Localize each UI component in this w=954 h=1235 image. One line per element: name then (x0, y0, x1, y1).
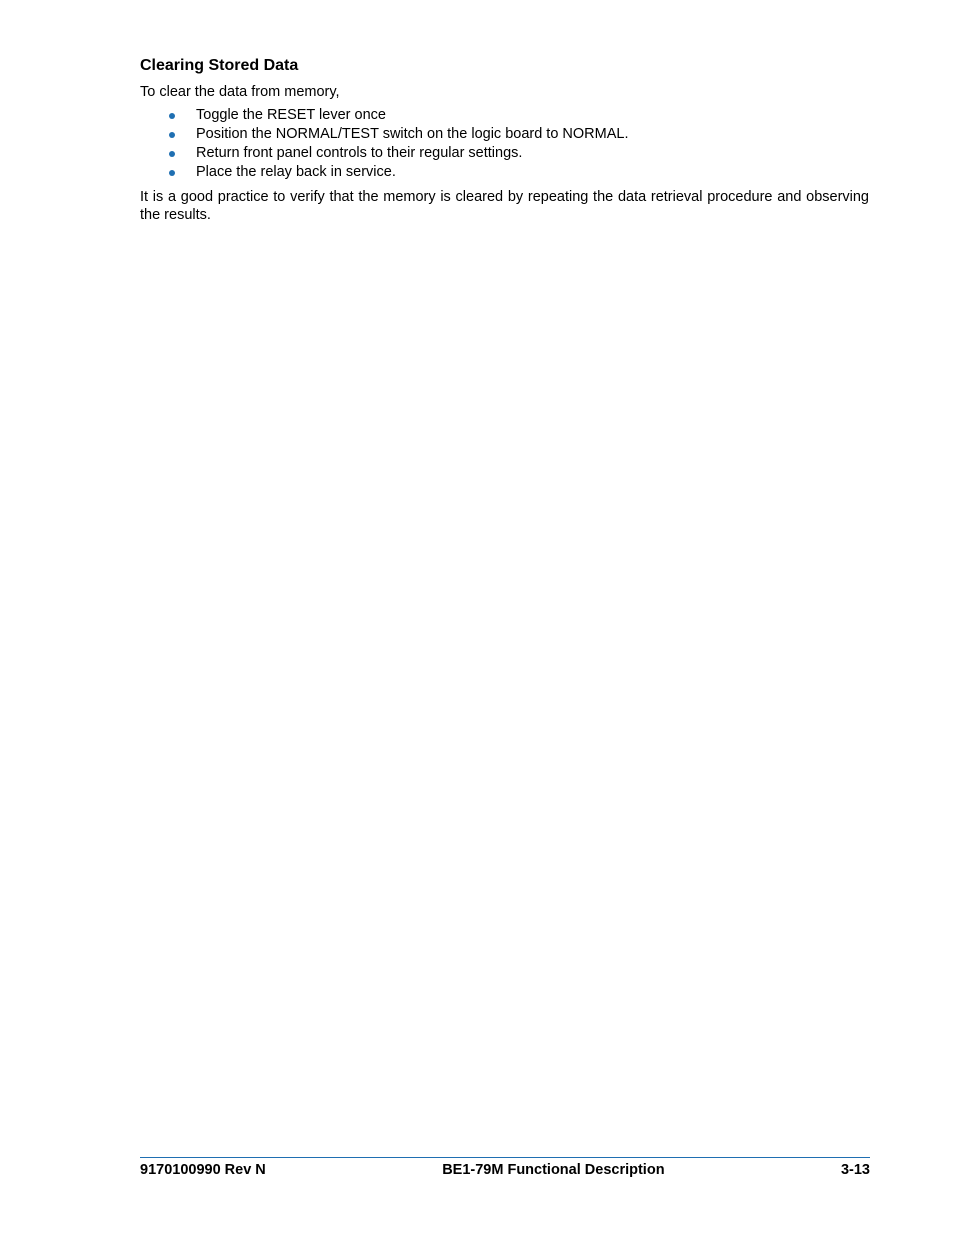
page-content (140, 56, 869, 224)
list-item (140, 163, 869, 182)
footer-doc-title: BE1-79M Functional Description (442, 1162, 665, 1178)
footer-page-number: 3-13 (840, 1162, 870, 1178)
list-item-text: Toggle the RESET lever once (196, 107, 386, 123)
list-item-text: Return front panel controls to their regular settings. (196, 145, 523, 161)
page-footer (140, 1157, 870, 1179)
bullet-icon (169, 132, 175, 138)
list-item (140, 106, 869, 125)
closing-text: It is a good practice to verify that the memory is cleared by repeating the data retrieval procedure and observing the results. (140, 189, 869, 223)
list-item-text: Place the relay back in service. (196, 164, 396, 180)
bullet-icon (169, 151, 175, 157)
footer-doc-number: 9170100990 Rev N (140, 1162, 266, 1178)
steps-list (140, 106, 869, 182)
bullet-icon (169, 170, 175, 176)
list-item (140, 144, 869, 163)
intro-text: To clear the data from memory, (140, 84, 340, 100)
list-item-text: Position the NORMAL/TEST switch on the logic board to NORMAL. (196, 126, 629, 142)
section-heading: Clearing Stored Data (140, 57, 299, 74)
bullet-icon (169, 113, 175, 119)
list-item (140, 125, 869, 144)
